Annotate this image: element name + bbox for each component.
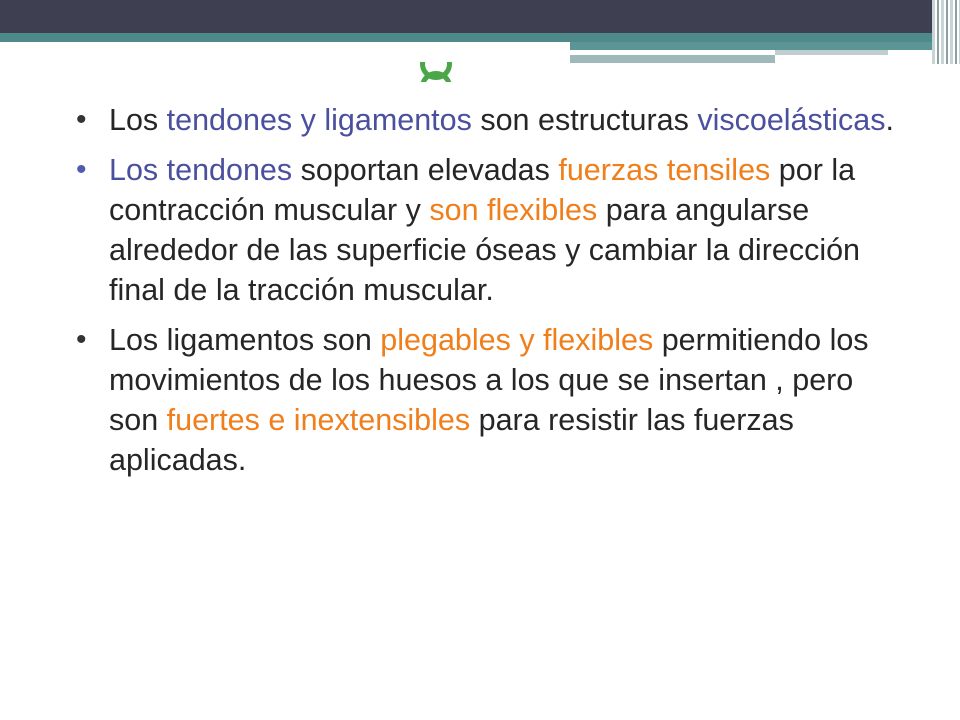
bullet-1-seg-1: Los [109,103,167,137]
bullet-1-seg-5: . [885,103,894,137]
bullet-3-seg-5: para resistir las fuerzas aplicadas. [109,403,794,477]
header-accent-line-light [570,55,775,63]
bullet-3-seg-2: plegables y flexibles [380,323,654,357]
bullet-1-seg-4: viscoelásticas [697,103,886,137]
header-accent-line-secondary [570,42,960,50]
header-band [0,0,960,33]
bullet-item-3 [74,320,904,480]
clipped-title-remnant [420,62,570,82]
header-accent-line-tertiary [775,50,888,55]
bullet-2-seg-6: para angularse alrededor de las superficie óseas y cambiar la dirección final de la tracción muscular. [109,193,861,307]
header-decoration-bars [932,0,960,64]
bullet-2-seg-2: soportan elevadas [292,153,559,187]
bullet-3-seg-1: Los ligamentos son [109,323,381,357]
bullet-marker: • [76,153,87,186]
bullet-2-seg-1: Los tendones [109,153,293,187]
bullet-1-seg-3: son estructuras [471,103,698,137]
header-accent-line [0,33,960,42]
bullet-marker: • [76,323,87,356]
bullet-3-seg-3: permitiendo los movimientos de los huesos a los que se insertan , pero son [109,323,869,437]
bullet-item-1 [74,100,904,140]
bullet-marker: • [76,103,87,136]
bullet-2-seg-5: son flexibles [429,193,598,227]
bullet-list [74,100,904,490]
bullet-3-seg-4: fuertes e inextensibles [166,403,471,437]
bullet-2-seg-3: fuerzas tensiles [558,153,771,187]
bullet-2-seg-4: por la contracción muscular y [109,153,856,227]
bullet-1-seg-2: tendones y ligamentos [166,103,472,137]
bullet-item-2 [74,150,904,310]
